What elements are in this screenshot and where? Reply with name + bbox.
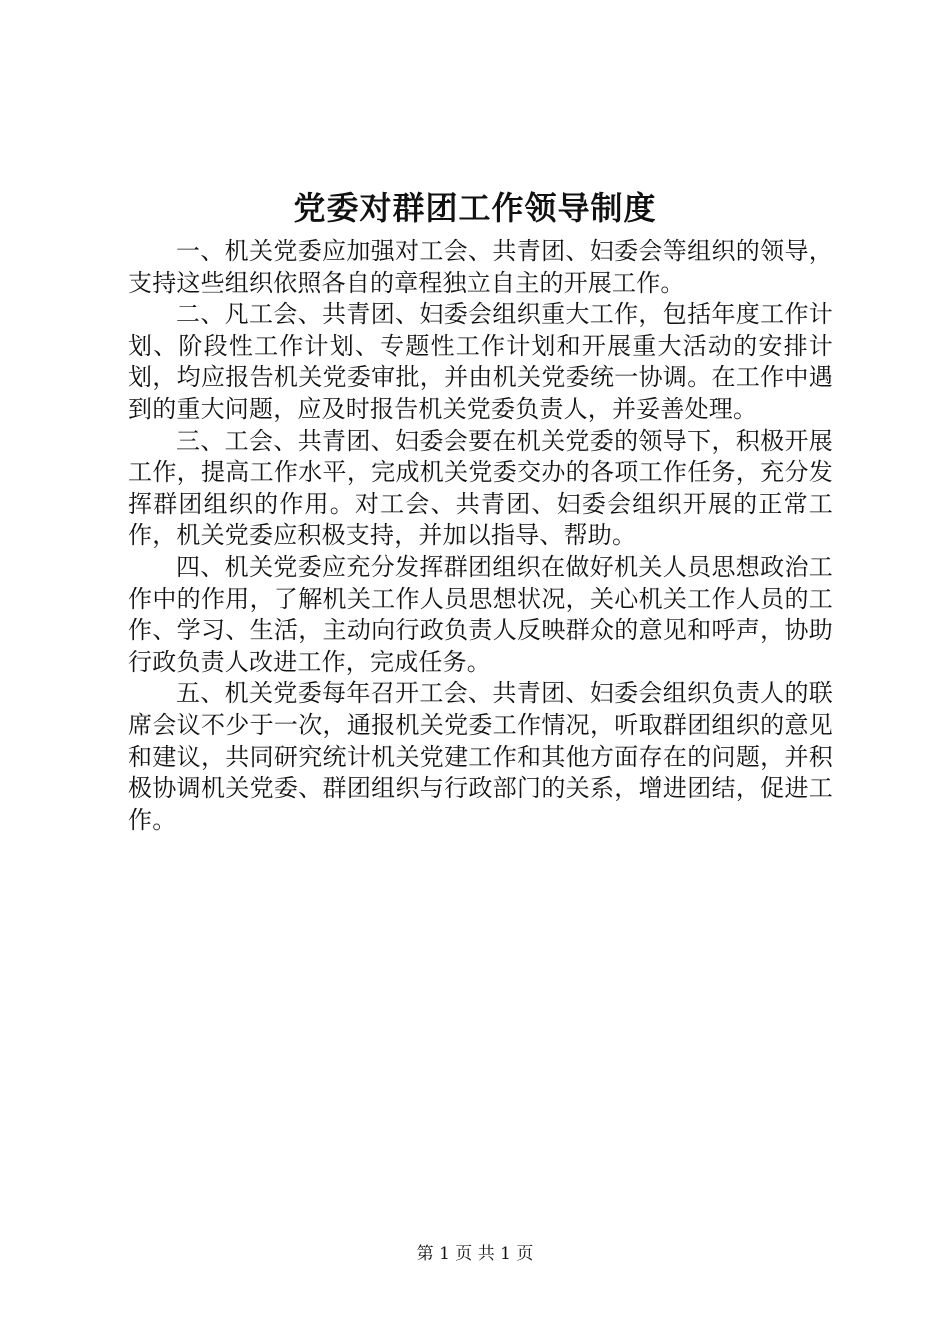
- paragraph-4: 四、机关党委应充分发挥群团组织在做好机关人员思想政治工作中的作用，了解机关工作人员思想状况，关心机关工作人员的工作、学习、生活，主动向行政负责人反映群众的意见和呼声，协助行政负责人改进工作，完成任务。: [128, 552, 833, 676]
- paragraph-3: 三、工会、共青团、妇委会要在机关党委的领导下，积极开展工作，提高工作水平，完成机关党委交办的各项工作任务，充分发挥群团组织的作用。对工会、共青团、妇委会组织开展的正常工作，机关党委应积极支持，并加以指导、帮助。: [128, 426, 833, 550]
- paragraph-2: 二、凡工会、共青团、妇委会组织重大工作，包括年度工作计划、阶段性工作计划、专题性工作计划和开展重大活动的安排计划，均应报告机关党委审批，并由机关党委统一协调。在工作中遇到的重大问题，应及时报告机关党委负责人，并妥善处理。: [128, 300, 833, 423]
- page-number-footer: 第 1 页 共 1 页: [416, 1244, 534, 1264]
- paragraph-1: 一、机关党委应加强对工会、共青团、妇委会等组织的领导，支持这些组织依照各自的章程独立自主的开展工作。: [128, 237, 833, 297]
- document-title: 党委对群团工作领导制度: [293, 189, 657, 227]
- document-body: [128, 236, 833, 836]
- paragraph-5: 五、机关党委每年召开工会、共青团、妇委会组织负责人的联席会议不少于一次，通报机关党委工作情况，听取群团组织的意见和建议，共同研究统计机关党建工作和其他方面存在的问题，并积极协调机关党委、群团组织与行政部门的关系，增进团结，促进工作。: [128, 679, 833, 834]
